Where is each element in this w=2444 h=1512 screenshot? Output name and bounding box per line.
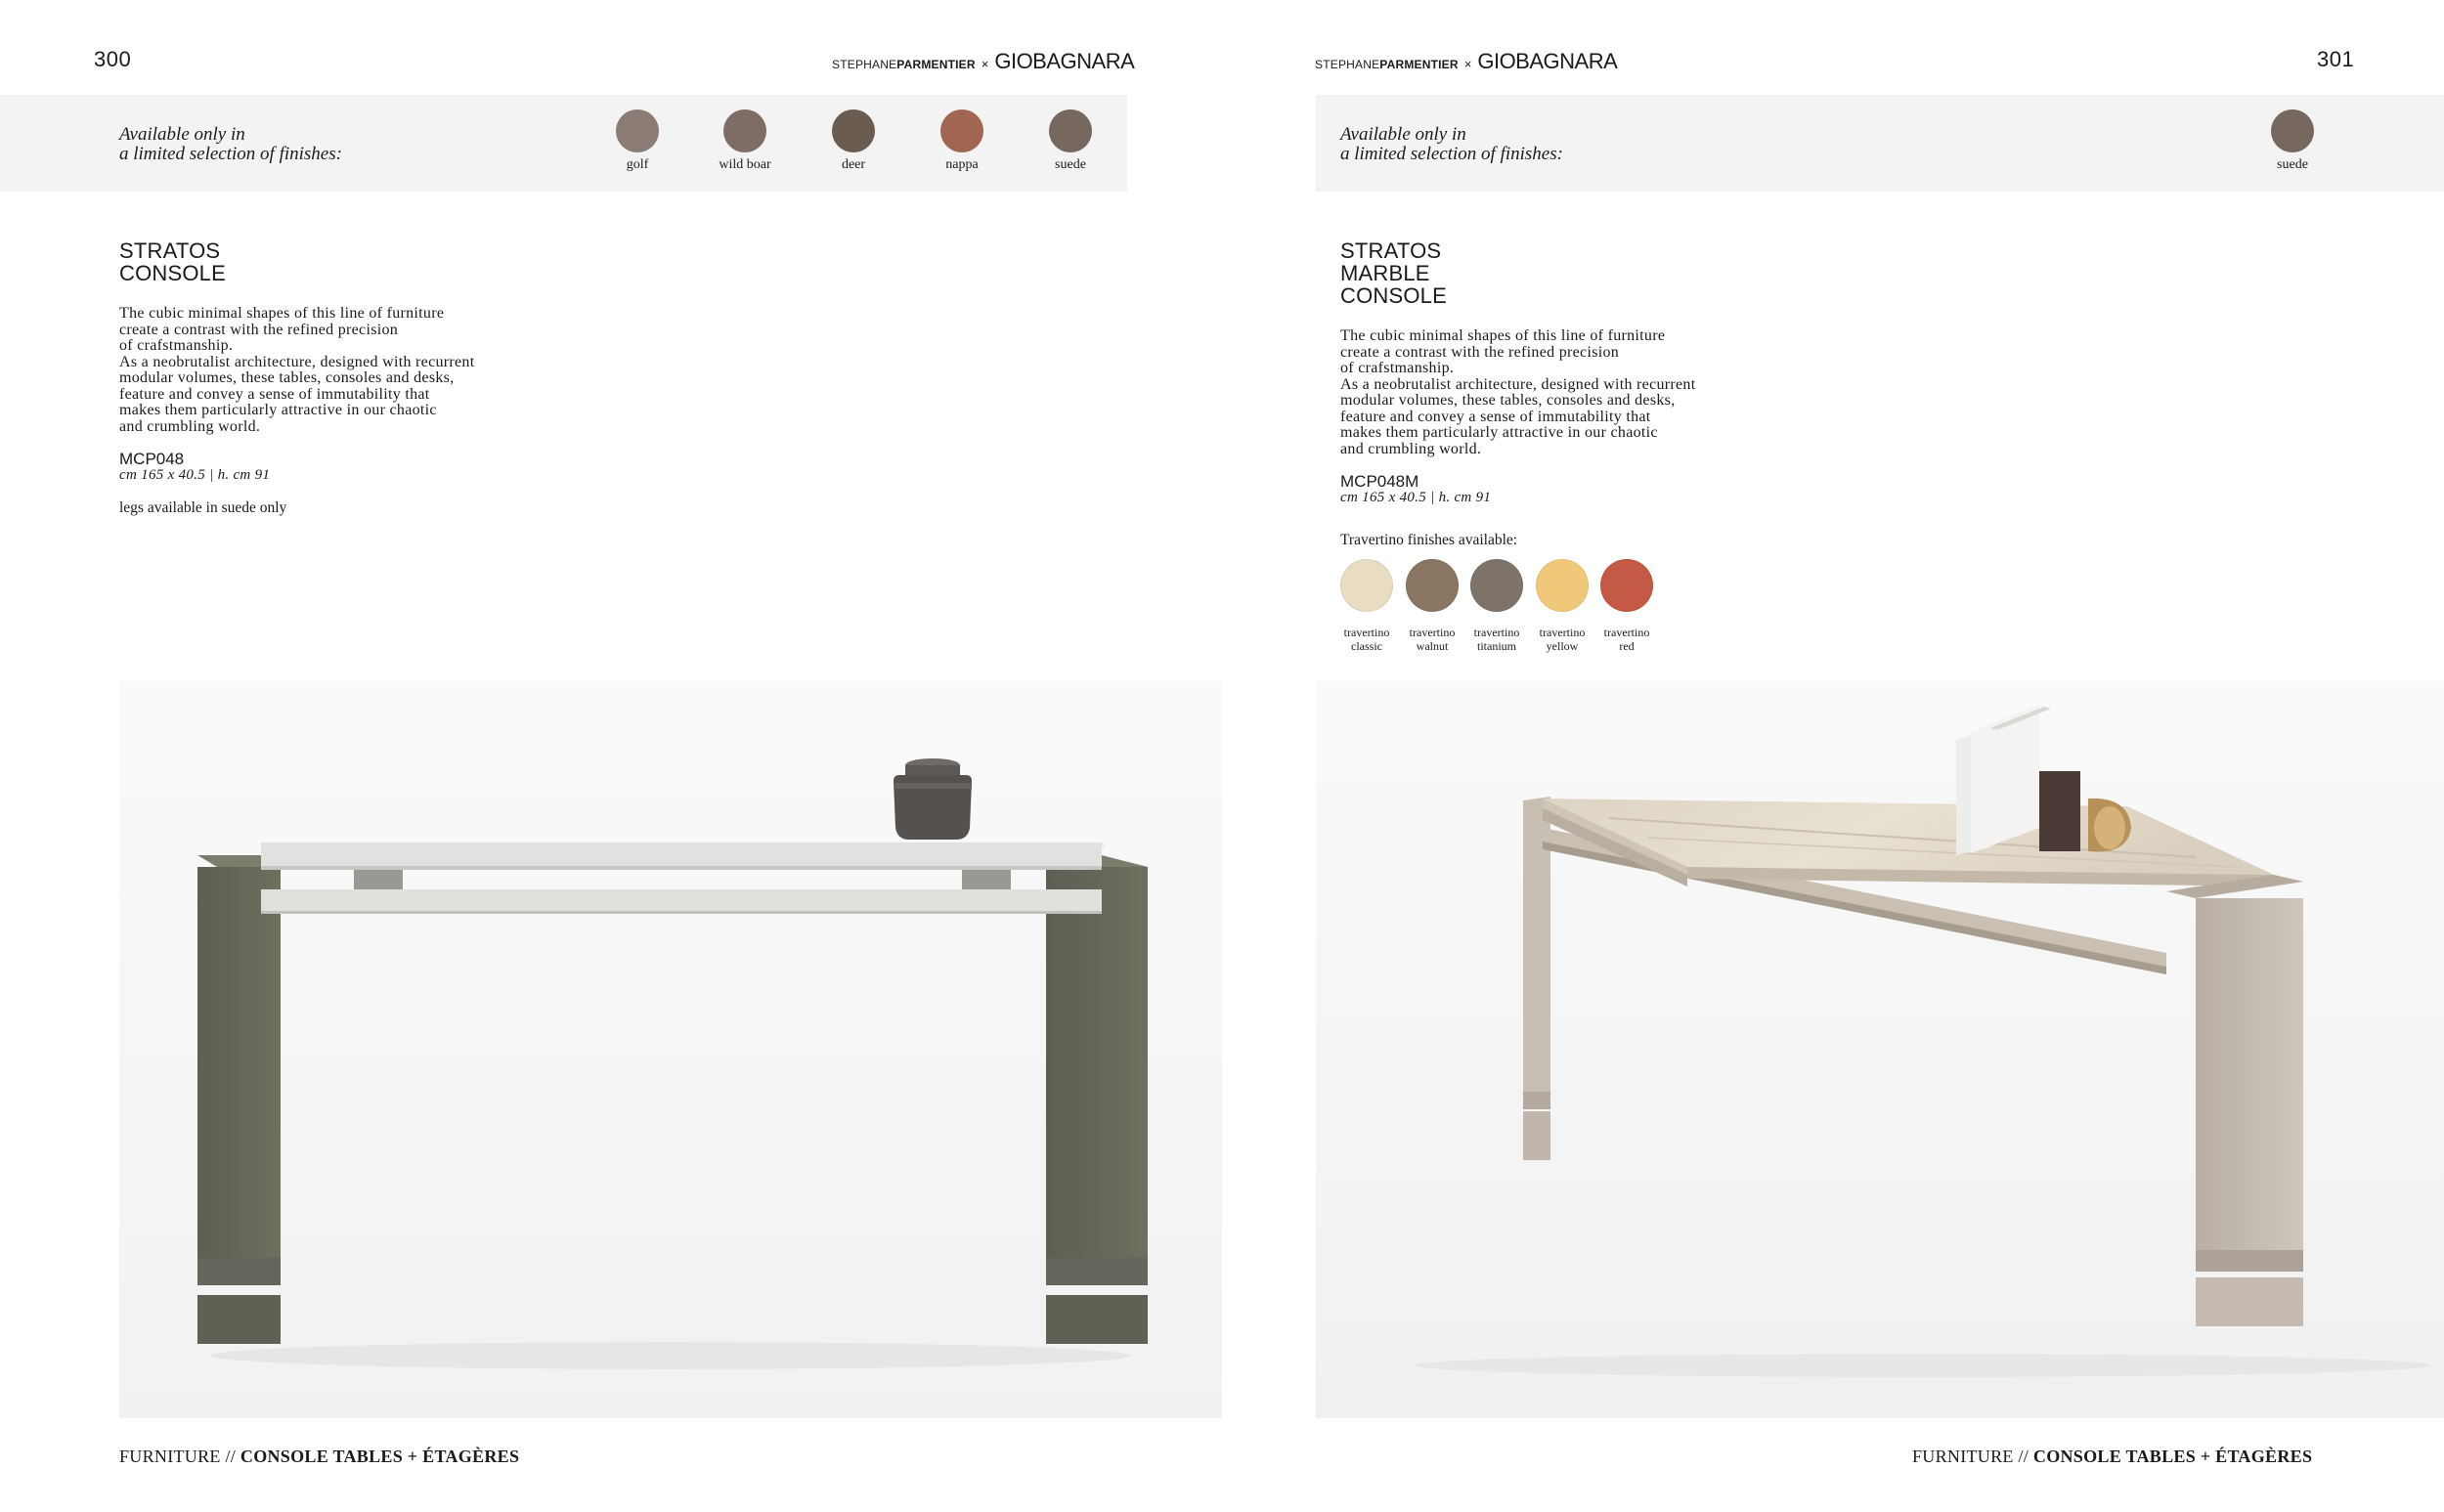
description-line: and crumbling world. xyxy=(119,417,261,435)
finish-swatch-name: golf xyxy=(626,157,649,172)
brand-last-name: PARMENTIER xyxy=(896,58,976,71)
product-description xyxy=(1340,328,1695,457)
product-title xyxy=(1340,239,1447,307)
brand-partner: GIOBAGNARA xyxy=(1477,49,1618,73)
travertino-swatch-name-line1: travertino xyxy=(1539,626,1586,639)
travertino-swatch-circle xyxy=(1340,559,1393,612)
travertino-swatch-name-line1: travertino xyxy=(1409,626,1456,639)
description-line: feature and convey a sense of immutability that xyxy=(1340,408,1651,425)
product-photo-stratos-console xyxy=(119,681,1222,1418)
finish-swatch-name: deer xyxy=(841,157,866,172)
finish-swatch[interactable] xyxy=(584,109,691,173)
product-title-line: STRATOS xyxy=(119,238,221,263)
travertino-swatch-name-line2: yellow xyxy=(1546,639,1579,653)
brand-cross: × xyxy=(1463,57,1472,71)
stratos-console-illustration xyxy=(119,681,1222,1418)
description-line: As a neobrutalist architecture, designed with recurrent xyxy=(119,353,475,370)
travertino-swatch[interactable] xyxy=(1595,559,1658,653)
description-line: of crafstmanship. xyxy=(1340,360,1455,376)
finish-swatch-name: suede xyxy=(2277,157,2308,172)
travertino-swatch[interactable] xyxy=(1401,559,1463,653)
finish-swatch-circle xyxy=(2271,109,2314,152)
description-line: of crafstmanship. xyxy=(119,337,234,354)
brand-header xyxy=(1315,49,1617,74)
finish-swatch[interactable] xyxy=(691,109,799,173)
finish-swatch-circle xyxy=(940,109,983,152)
finish-swatch-circle xyxy=(723,109,766,152)
finish-swatch-name: wild boar xyxy=(719,157,771,172)
footer-category: FURNITURE // xyxy=(119,1447,240,1466)
finish-swatch[interactable] xyxy=(800,109,907,173)
product-code: MCP048 xyxy=(119,450,185,468)
finish-swatch[interactable] xyxy=(908,109,1016,173)
description-line: As a neobrutalist architecture, designed with recurrent xyxy=(1340,375,1696,393)
product-description xyxy=(119,306,474,435)
page-footer xyxy=(1912,1447,2312,1467)
product-code: MCP048M xyxy=(1340,472,1419,491)
finishes-label xyxy=(119,125,342,164)
product-title xyxy=(119,239,226,284)
finish-swatch[interactable] xyxy=(2239,109,2346,173)
description-line: modular volumes, these tables, consoles and desks, xyxy=(119,369,455,386)
finish-swatch-circle xyxy=(616,109,659,152)
footer-section: CONSOLE TABLES + ÉTAGÈRES xyxy=(240,1447,520,1466)
product-note: legs available in suede only xyxy=(119,499,287,516)
travertino-swatch[interactable] xyxy=(1465,559,1528,653)
product-title-line: CONSOLE xyxy=(1340,283,1447,308)
travertino-swatch-name-line1: travertino xyxy=(1473,626,1520,639)
page-number: 300 xyxy=(94,47,132,71)
finish-swatch-circle xyxy=(1049,109,1092,152)
description-line: feature and convey a sense of immutability that xyxy=(119,385,430,403)
product-dimensions: cm 165 x 40.5 | h. cm 91 xyxy=(119,467,271,483)
stratos-marble-console-illustration xyxy=(1316,681,2444,1418)
travertino-swatch-name-line1: travertino xyxy=(1603,626,1650,639)
travertino-swatch-name-line1: travertino xyxy=(1343,626,1390,639)
page-footer xyxy=(119,1447,519,1467)
description-line: makes them particularly attractive in our chaotic xyxy=(119,402,437,418)
travertino-swatch-name-line2: titanium xyxy=(1477,639,1516,653)
finish-swatch-name: nappa xyxy=(945,157,979,172)
travertino-swatch-circle xyxy=(1600,559,1653,612)
brand-cross: × xyxy=(981,57,989,71)
description-line: and crumbling world. xyxy=(1340,440,1482,457)
finishes-label-line1: Available only in xyxy=(1340,124,1466,145)
page-number: 301 xyxy=(2317,47,2355,71)
travertino-swatch-circle xyxy=(1536,559,1589,612)
brand-first-name: STEPHANE xyxy=(832,58,897,71)
description-line: create a contrast with the refined precision xyxy=(1340,343,1620,361)
description-line: modular volumes, these tables, consoles and desks, xyxy=(1340,392,1676,409)
footer-section: CONSOLE TABLES + ÉTAGÈRES xyxy=(2032,1447,2313,1466)
travertino-swatch-name-line2: walnut xyxy=(1416,639,1449,653)
description-line: The cubic minimal shapes of this line of furniture xyxy=(1340,327,1666,344)
travertino-swatch-circle xyxy=(1406,559,1459,612)
finish-swatch-name: suede xyxy=(1055,157,1086,172)
finishes-label-line1: Available only in xyxy=(119,124,245,145)
finishes-label-line2: a limited selection of finishes: xyxy=(1340,144,1563,164)
description-line: The cubic minimal shapes of this line of furniture xyxy=(119,305,445,322)
finish-swatch-circle xyxy=(832,109,875,152)
footer-category: FURNITURE // xyxy=(1912,1447,2033,1466)
travertino-swatch-circle xyxy=(1470,559,1523,612)
description-line: create a contrast with the refined precision xyxy=(119,321,399,338)
travertino-swatch[interactable] xyxy=(1531,559,1593,653)
product-title-line: STRATOS xyxy=(1340,238,1442,263)
finish-swatch[interactable] xyxy=(1017,109,1124,173)
product-title-line: MARBLE xyxy=(1340,261,1430,285)
travertino-label: Travertino finishes available: xyxy=(1340,532,1518,548)
brand-partner: GIOBAGNARA xyxy=(994,49,1135,73)
product-title-line: CONSOLE xyxy=(119,261,226,285)
description-line: makes them particularly attractive in our chaotic xyxy=(1340,424,1658,441)
finishes-label-line2: a limited selection of finishes: xyxy=(119,144,342,164)
finishes-label xyxy=(1340,125,1563,164)
brand-header xyxy=(832,49,1134,74)
travertino-swatch-name-line2: red xyxy=(1619,639,1635,653)
travertino-swatch[interactable] xyxy=(1335,559,1398,653)
product-dimensions: cm 165 x 40.5 | h. cm 91 xyxy=(1340,490,1492,505)
travertino-swatch-name-line2: classic xyxy=(1351,639,1382,653)
product-photo-stratos-marble-console xyxy=(1316,681,2444,1418)
brand-last-name: PARMENTIER xyxy=(1379,58,1459,71)
brand-first-name: STEPHANE xyxy=(1315,58,1380,71)
